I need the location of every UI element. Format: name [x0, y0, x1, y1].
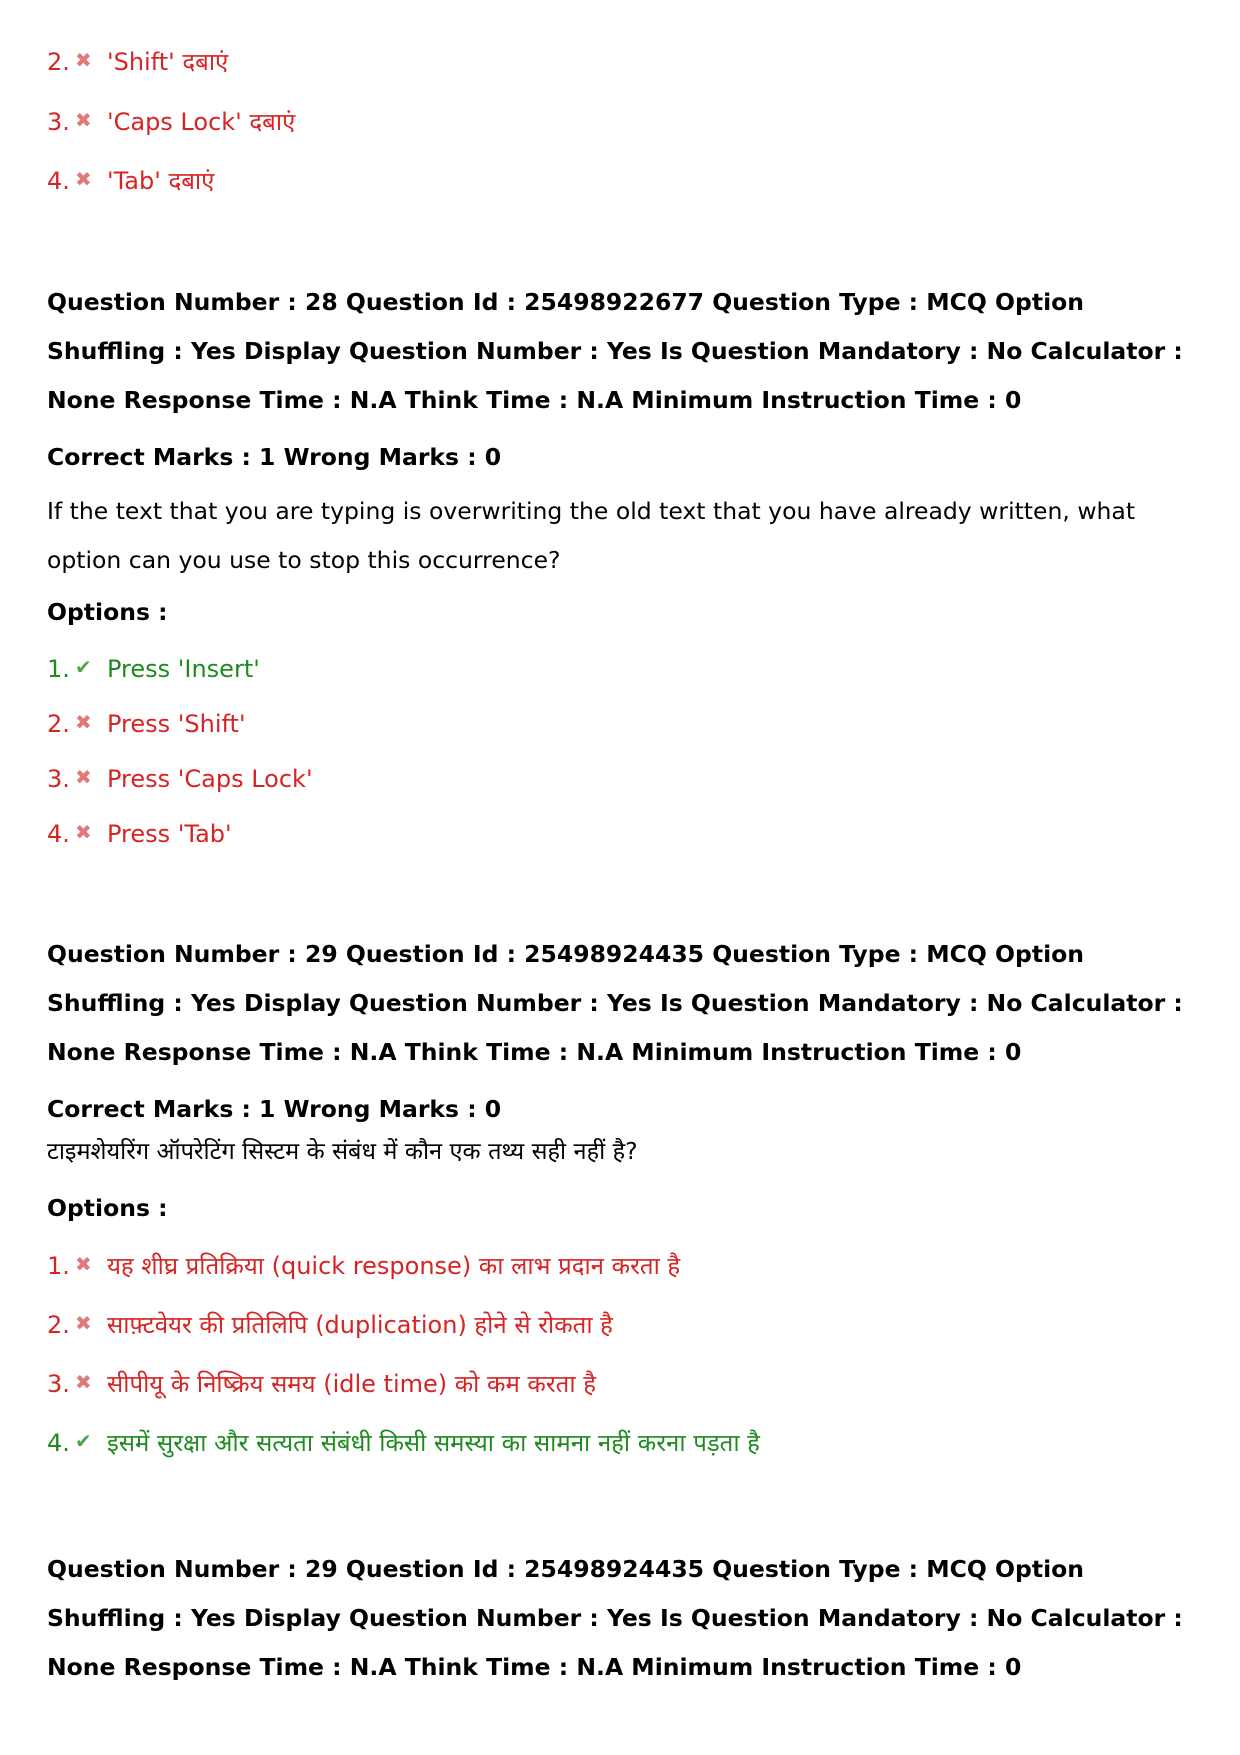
- question-29-meta: Question Number : 29 Question Id : 25498924435 Question Type : MCQ Option Shuffling : Yes Display Question Number : Yes Is Question Mandatory : No Calculator : None Response Time : N.A Think Time : N.A Minimum Instruction Time : 0: [47, 940, 1183, 1066]
- check-icon: ✔: [75, 655, 92, 679]
- option-text: साफ़्टवेयर की प्रतिलिपि (duplication) होने से रोकता है: [107, 1311, 613, 1339]
- option-text: इसमें सुरक्षा और सत्यता संबंधी किसी समस्या का सामना नहीं करना पड़ता है: [107, 1429, 760, 1457]
- option-number: 1.: [47, 655, 70, 683]
- q29-option-1: [47, 1248, 680, 1282]
- option-number: 4.: [47, 1429, 70, 1457]
- question-29-repeat-meta: Question Number : 29 Question Id : 25498924435 Question Type : MCQ Option Shuffling : Yes Display Question Number : Yes Is Question Mandatory : No Calculator : None Response Time : N.A Think Time : N.A Minimum Instruction Time : 0: [47, 1555, 1183, 1681]
- option-number: 3.: [47, 108, 70, 136]
- option-text: 'Shift' दबाएं: [107, 48, 229, 76]
- option-text: 'Tab' दबाएं: [107, 167, 215, 195]
- prev-option-3: [47, 104, 295, 138]
- cross-icon: ✖: [75, 48, 92, 72]
- option-number: 4.: [47, 167, 70, 195]
- cross-icon: ✖: [75, 1252, 92, 1276]
- cross-icon: ✖: [75, 167, 92, 191]
- check-icon: ✔: [75, 1429, 92, 1453]
- q28-option-3: [47, 761, 313, 795]
- cross-icon: ✖: [75, 765, 92, 789]
- q28-option-4: [47, 816, 232, 850]
- option-text: Press 'Shift': [107, 710, 246, 738]
- cross-icon: ✖: [75, 1311, 92, 1335]
- option-number: 1.: [47, 1252, 70, 1280]
- cross-icon: ✖: [75, 710, 92, 734]
- prev-option-4: [47, 163, 214, 197]
- option-text: सीपीयू के निष्क्रिय समय (idle time) को कम करता है: [107, 1370, 596, 1398]
- option-text: यह शीघ्र प्रतिक्रिया (quick response) का लाभ प्रदान करता है: [107, 1252, 681, 1280]
- question-28-options-label: Options :: [47, 598, 168, 626]
- question-29-options-label: Options :: [47, 1194, 168, 1222]
- question-28-text: If the text that you are typing is overwriting the old text that you have already written, what option can you use to stop this occurrence?: [47, 497, 1136, 574]
- question-28-meta: Question Number : 28 Question Id : 25498922677 Question Type : MCQ Option Shuffling : Yes Display Question Number : Yes Is Question Mandatory : No Calculator : None Response Time : N.A Think Time : N.A Minimum Instruction Time : 0: [47, 288, 1183, 414]
- option-number: 4.: [47, 820, 70, 848]
- option-number: 2.: [47, 48, 70, 76]
- option-number: 2.: [47, 710, 70, 738]
- option-number: 3.: [47, 1370, 70, 1398]
- option-number: 2.: [47, 1311, 70, 1339]
- q29-option-3: [47, 1366, 596, 1400]
- q29-option-2: [47, 1307, 613, 1341]
- q29-option-4: [47, 1425, 760, 1459]
- option-text: 'Caps Lock' दबाएं: [107, 108, 296, 136]
- cross-icon: ✖: [75, 1370, 92, 1394]
- option-text: Press 'Caps Lock': [107, 765, 313, 793]
- prev-option-2: [47, 44, 228, 78]
- question-29-marks: Correct Marks : 1 Wrong Marks : 0: [47, 1095, 502, 1123]
- q28-option-1: [47, 651, 260, 685]
- option-text: Press 'Insert': [107, 655, 260, 683]
- cross-icon: ✖: [75, 820, 92, 844]
- q28-option-2: [47, 706, 246, 740]
- question-28-marks: Correct Marks : 1 Wrong Marks : 0: [47, 443, 502, 471]
- question-29-text: टाइमशेयरिंग ऑपरेटिंग सिस्टम के संबंध में कौन एक तथ्य सही नहीं है?: [47, 1137, 638, 1165]
- cross-icon: ✖: [75, 108, 92, 132]
- option-number: 3.: [47, 765, 70, 793]
- option-text: Press 'Tab': [107, 820, 232, 848]
